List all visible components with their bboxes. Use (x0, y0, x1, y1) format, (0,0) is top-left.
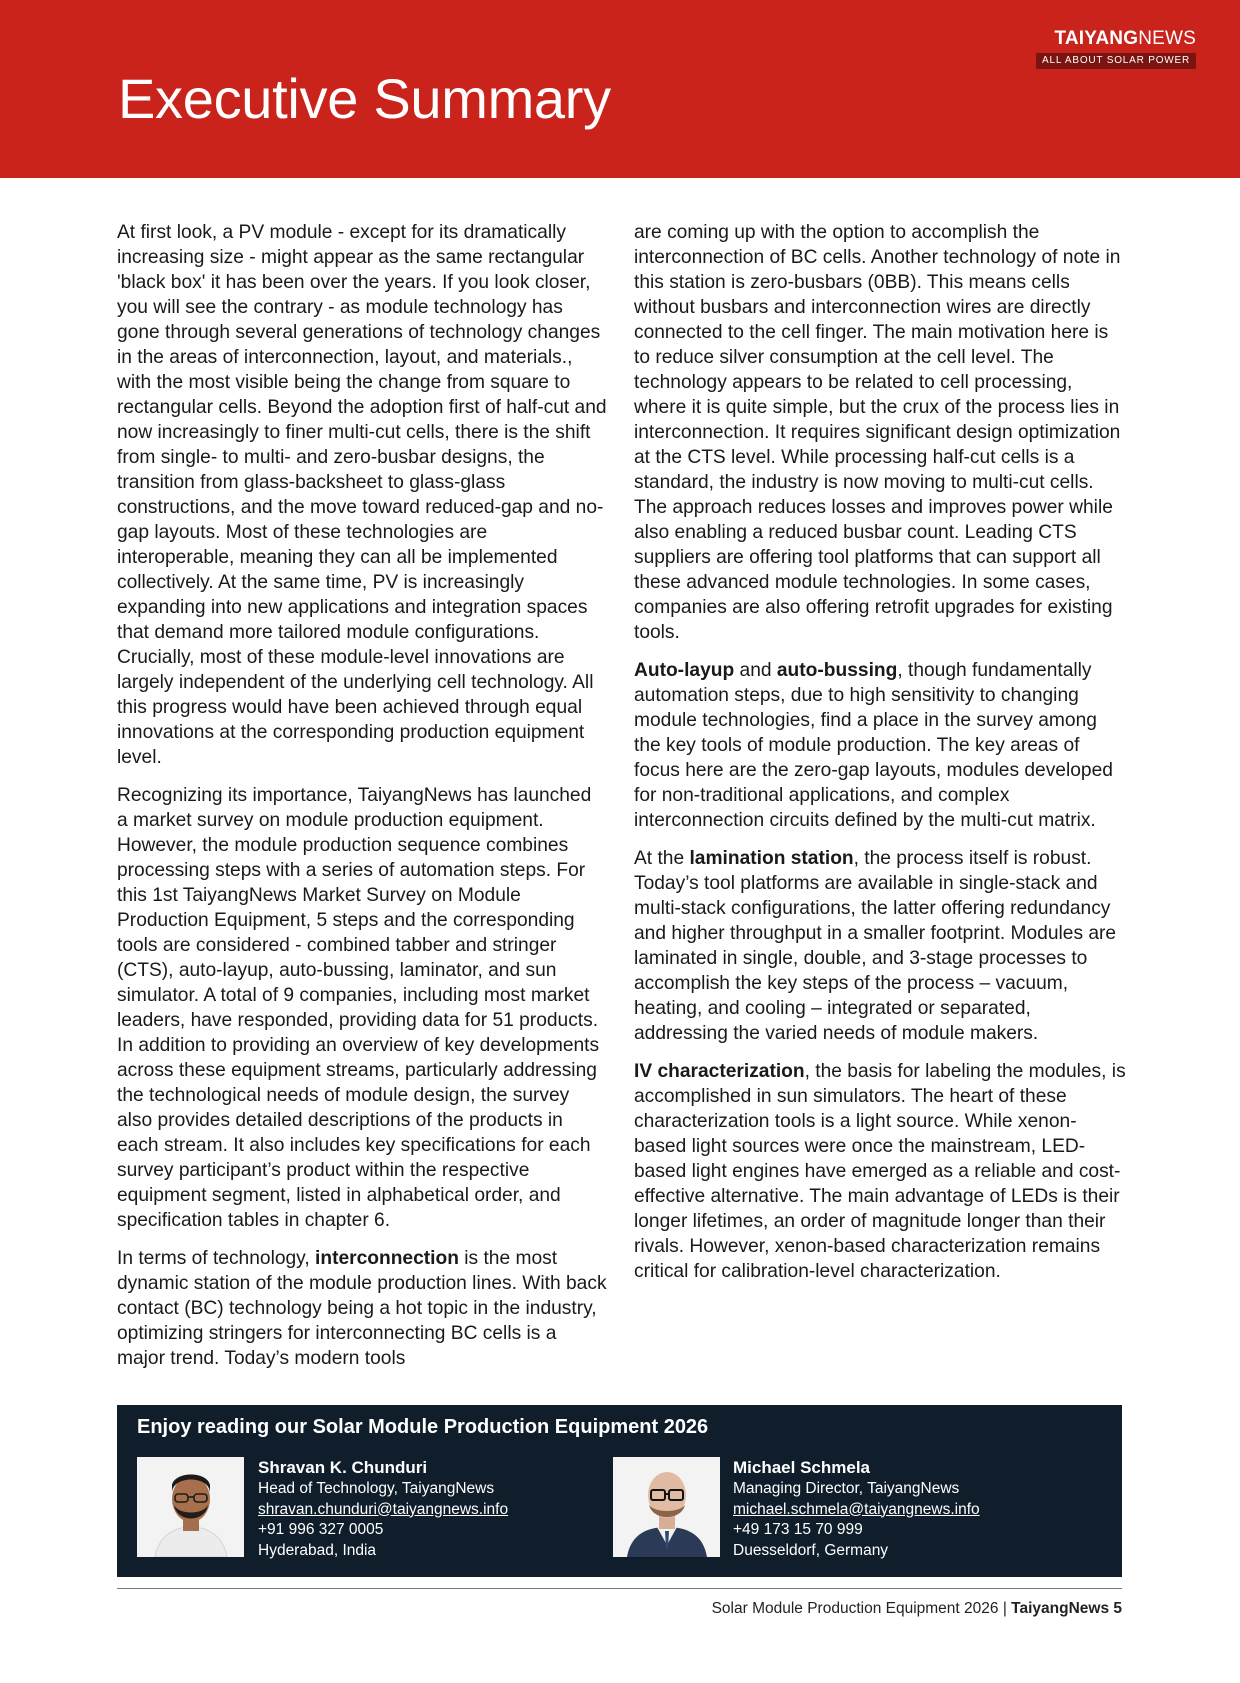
person-photo-icon (137, 1457, 244, 1557)
contact-name: Michael Schmela (733, 1458, 871, 1477)
contact-location: Duesseldorf, Germany (733, 1541, 889, 1559)
text-span: , the process itself is robust. Today’s tool platforms are available in single-stack and multi-stack configurations, the latter offering redundancy and higher throughput in a smaller footprint. Modules are laminated in single, double, and 3-stage processes to accomplish the key steps of the process – vacuum, heating, and cooling – integrated or separated, addressing the varied needs of module makers. (634, 848, 1117, 1044)
contact-card (733, 1457, 980, 1561)
bold-term: IV characterization (634, 1061, 805, 1082)
bold-term: Auto-layup (634, 660, 735, 681)
paragraph (634, 658, 1126, 833)
text-span: In terms of technology, (117, 1248, 316, 1269)
person-photo-icon (613, 1457, 720, 1557)
bold-term: interconnection (315, 1248, 459, 1269)
footer-text: Solar Module Production Equipment 2026 | (711, 1600, 1012, 1617)
text-span: is the most dynamic station of the module production lines. With back contact (BC) technology being a hot topic in the industry, optimizing stringers for interconnecting BC cells is a major trend. Today’s modern tools (117, 1248, 607, 1369)
paragraph (634, 846, 1126, 1046)
page-footer (712, 1600, 1122, 1618)
paragraph: At first look, a PV module - except for its dramatically increasing size - might appear as the same rectangular 'black box' it has been over the years. If you look closer, you will see the contrary - as module technology has gone through several generations of technology changes in the areas of interconnection, layout, and materials., with the most visible being the change from square to rectangular cells. Beyond the adoption first of half-cut and now increasingly to finer multi-cut cells, there is the shift from single- to multi- and zero-busbar designs, the transition from glass-backsheet to glass-glass constructions, and the move toward reduced-gap and no-gap layouts. Most of these technologies are interoperable, meaning they can all be implemented collectively. At the same time, PV is increasingly expanding into new applications and integration spaces that demand more tailored module configurations. Crucially, most of these module-level innovations are largely independent of the underlying cell technology. All this progress would have been achieved through equal innovations at the corresponding production equipment level. (117, 222, 607, 768)
brand-name-bold: TAIYANG (1054, 28, 1139, 49)
paragraph (634, 1059, 1126, 1284)
contact-email-link[interactable]: michael.schmela@taiyangnews.info (733, 1500, 980, 1518)
contact-location: Hyderabad, India (258, 1541, 377, 1559)
avatar (613, 1457, 720, 1557)
contact-phone: +49 173 15 70 999 (733, 1521, 863, 1538)
contact-phone: +91 996 327 0005 (258, 1521, 384, 1538)
contact-role: Managing Director, TaiyangNews (733, 1480, 960, 1497)
contact-role: Head of Technology, TaiyangNews (258, 1480, 495, 1497)
bold-term: auto-bussing (776, 660, 898, 681)
authors-box (117, 1405, 1122, 1577)
bold-term: lamination station (689, 848, 854, 869)
brand-name (1036, 28, 1196, 50)
text-span: , though fundamentally automation steps, due to high sensitivity to changing module technologies, find a place in the survey among the key tools of module production. The key areas of focus here are the zero-gap layouts, modules developed for non-traditional applications, and complex interconnection circuits defined by the multi-cut matrix. (634, 660, 1113, 831)
page-title: Executive Summary (118, 67, 611, 130)
paragraph: Recognizing its importance, TaiyangNews has launched a market survey on module production equipment. However, the module production sequence combines processing steps with a series of automation steps. For this 1st TaiyangNews Market Survey on Module Production Equipment, 5 steps and the corresponding tools are considered - combined tabber and stringer (CTS), auto-layup, auto-bussing, laminator, and sun simulator. A total of 9 companies, including most market leaders, have responded, providing data for 51 products. In addition to providing an overview of key developments across these equipment streams, particularly addressing the technological needs of module design, the survey also provides detailed descriptions of the products in each stream. It also includes key specifications for each survey participant’s product within the respective equipment segment, listed in alphabetical order, and specification tables in chapter 6. (117, 785, 600, 1231)
text-span: and (734, 660, 777, 681)
avatar (137, 1457, 244, 1557)
brand-tagline: ALL ABOUT SOLAR POWER (1036, 53, 1196, 69)
contact-email-link[interactable]: shravan.chunduri@taiyangnews.info (258, 1500, 509, 1518)
brand-name-rest: NEWS (1138, 28, 1196, 49)
brand-logo (1036, 28, 1196, 69)
footer-divider (117, 1588, 1122, 1589)
paragraph (117, 1246, 607, 1371)
page-header (0, 0, 1240, 178)
contact-card (258, 1457, 508, 1561)
footer-page-number: TaiyangNews 5 (1011, 1600, 1122, 1617)
contact-name: Shravan K. Chunduri (258, 1458, 428, 1477)
left-column (117, 220, 607, 1384)
paragraph: are coming up with the option to accomplish the interconnection of BC cells. Another technology of note in this station is zero-busbars (0BB). This means cells without busbars and interconnection wires are directly connected to the cell finger. The main motivation here is to reduce silver consumption at the cell level. The technology appears to be related to cell processing, where it is quite simple, but the crux of the process lies in interconnection. It requires significant design optimization at the CTS level. While processing half-cut cells is a standard, the industry is now moving to multi-cut cells. The approach reduces losses and improves power while also enabling a reduced busbar count. Leading CTS suppliers are offering tool platforms that can support all these advanced module technologies. In some cases, companies are also offering retrofit upgrades for existing tools. (634, 222, 1121, 643)
right-column (634, 220, 1126, 1297)
text-span: , the basis for labeling the modules, is accomplished in sun simulators. The heart of these characterization tools is a light source. While xenon-based light sources were once the mainstream, LED-based light engines have emerged as a reliable and cost-effective alternative. The main advantage of LEDs is their longer lifetimes, an order of magnitude longer than their rivals. However, xenon-based characterization remains critical for calibration-level characterization. (634, 1061, 1126, 1282)
text-span: At the (634, 848, 690, 869)
authors-box-title: Enjoy reading our Solar Module Production Equipment 2026 (137, 1416, 709, 1438)
